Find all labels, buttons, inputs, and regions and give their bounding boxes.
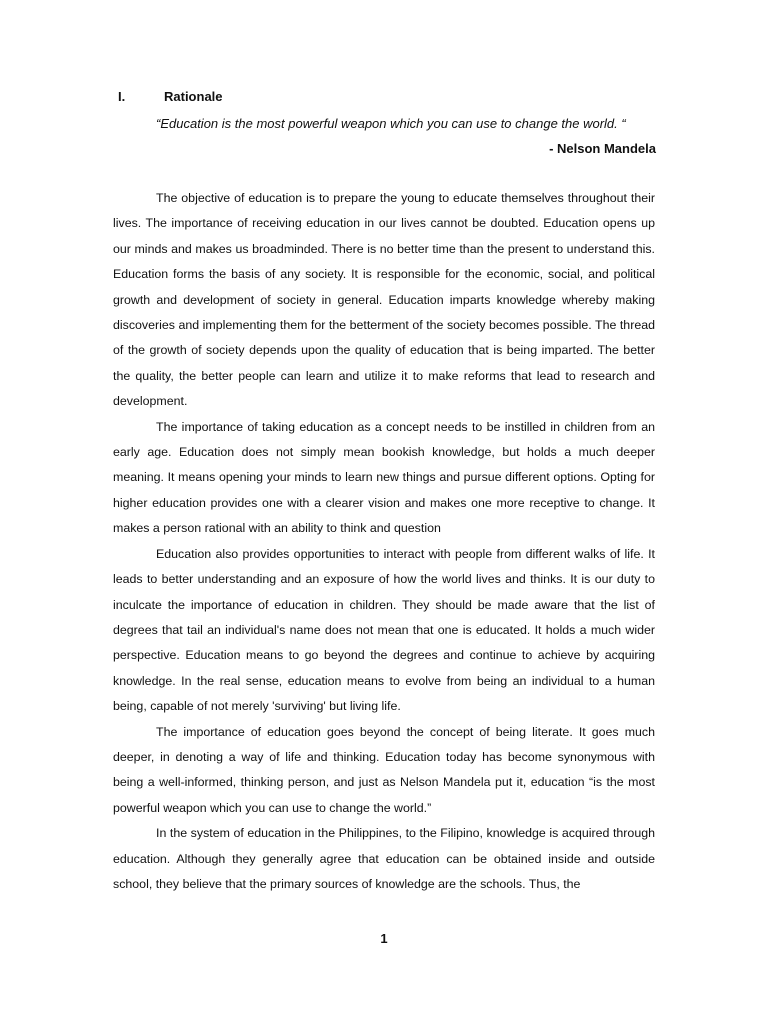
paragraph: The importance of education goes beyond the concept of being literate. It goes much deeper, in denoting a way of life and thinking. Education today has become synonymous with being a well-informed, thinking person, and just as Nelson Mandela put it, education “is the most powerful weapon which you can use to change the world.” [113,724,655,815]
paragraph: The importance of taking education as a concept needs to be instilled in children from an early age. Education does not simply mean bookish knowledge, but holds a much deeper meaning. It means opening your minds to learn new things and pursue different options. Opting for higher education provides one with a clearer vision and makes one more receptive to change. It makes a person rational with an ability to think and question [113,419,655,536]
section-number: I. [118,89,126,104]
body-text [113,186,655,897]
epigraph-quote: “Education is the most powerful weapon which you can use to change the world. “ [156,116,626,131]
paragraph: In the system of education in the Philippines, to the Filipino, knowledge is acquired through education. Although they generally agree that education can be obtained inside and outside school, they believe that the primary sources of knowledge are the schools. Thus, the [113,826,655,891]
section-title: Rationale [164,89,223,104]
paragraph: Education also provides opportunities to interact with people from different walks of life. It leads to better understanding and an exposure of how the world lives and thinks. It is our duty to inculcate the importance of education in children. They should be made aware that the list of degrees that tail an individual's name does not mean that one is educated. It holds a much wider perspective. Education means to go beyond the degrees and continue to achieve by acquiring knowledge. In the real sense, education means to evolve from being an individual to a human being, capable of not merely 'surviving' but living life. [113,546,655,714]
epigraph-attribution: - Nelson Mandela [549,141,656,156]
paragraph: The objective of education is to prepare the young to educate themselves throughout their lives. The importance of receiving education in our lives cannot be doubted. Education opens up our minds and makes us broadminded. There is no better time than the present to understand this. Education forms the basis of any society. It is responsible for the economic, social, and political growth and development of society in general. Education imparts knowledge whereby making discoveries and implementing them for the betterment of the society becomes possible. The thread of the growth of society depends upon the quality of education that is being imparted. The better the quality, the better people can learn and utilize it to make reforms that lead to research and development. [113,191,655,409]
page-number: 1 [380,931,388,946]
section-heading [118,89,223,104]
